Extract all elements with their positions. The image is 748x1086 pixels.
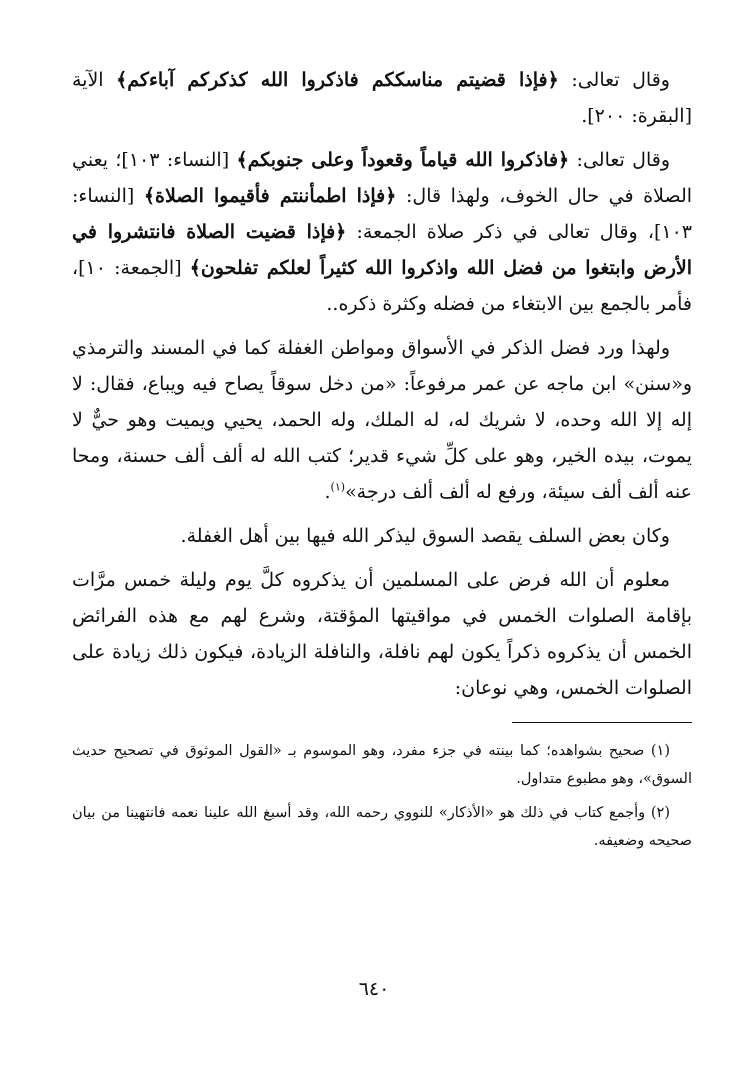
paragraph-2-citation: [الجمعة: ١٠]، فأمر بالجمع بين الابتغاء من فضله وكثرة ذكره.. (72, 257, 692, 315)
paragraph-2-text-2: [النساء: ١٠٣]، وقال تعالى في ذكر صلاة الجمعة: (72, 185, 693, 243)
paragraph-3-text: ولهذا ورد فضل الذكر في الأسواق ومواطن الغفلة كما في المسند والترمذي و«سنن» ابن ماجه عن عمر مرفوعاً: «من دخل سوقاً يصاح فيه ويباع، فقال: لا إله إلا الله وحده، لا شريك له، له الملك، وله الحمد، يحيي ويميت وهو حيٌّ لا يموت، بيده الخير، وهو على كلِّ شيء قدير؛ كتب الله له ألف ألف حسنة، ومحا عنه ألف ألف سيئة، ورفع له ألف ألف درجة» (72, 337, 692, 503)
paragraph-1 (72, 62, 692, 134)
quran-verse-nisa-1: ﴿فاذكروا الله قياماً وقعوداً وعلى جنوبكم﴾ (236, 149, 570, 171)
paragraph-4-text: وكان بعض السلف يقصد السوق ليذكر الله فيها بين أهل الغفلة. (180, 525, 670, 547)
footnote-2: (٢) وأجمع كتاب في ذلك هو «الأذكار» للنووي رحمه الله، وقد أسبغ الله علينا نعمه فانتهينا من بيان صحيحه وضعيفه. (72, 805, 692, 849)
page-number: ٦٤٠ (358, 978, 390, 1000)
quran-verse-jumuah: ﴿فإذا قضيت الصلاة فانتشروا في الأرض وابتغوا من فضل الله واذكروا الله كثيراً لعلكم تفلحون﴾ (72, 221, 692, 279)
paragraph-1-citation: الآية [البقرة: ٢٠٠]. (72, 69, 692, 127)
footnote-divider (512, 722, 692, 723)
footnote-1: (١) صحيح بشواهده؛ كما بينته في جزء مفرد، وهو الموسوم بـ «القول الموثوق في تصحيح حديث السوق»، وهو مطبوع متداول. (72, 743, 692, 787)
page-body (72, 62, 692, 861)
paragraph-2 (72, 142, 692, 322)
paragraph-3-end: . (324, 481, 331, 503)
paragraph-3 (72, 330, 692, 510)
paragraph-2-text-1: [النساء: ١٠٣]؛ يعني الصلاة في حال الخوف، ولهذا قال: (72, 149, 693, 207)
quran-verse-baqarah: ﴿فإذا قضيتم مناسككم فاذكروا الله كذكركم آباءكم﴾ (116, 69, 559, 91)
footnote-ref-1[interactable]: (١) (330, 480, 346, 494)
paragraph-4 (72, 518, 692, 554)
paragraph-1-intro: وقال تعالى: (558, 69, 670, 91)
paragraph-2-intro: وقال تعالى: (569, 149, 671, 171)
paragraph-5-text: معلوم أن الله فرض على المسلمين أن يذكروه كلَّ يوم وليلة خمس مرَّات بإقامة الصلوات الخمس في مواقيتها المؤقتة، وشرع لهم مع هذه الفرائض الخمس أن يذكروه ذكراً يكون لهم نافلة، والنافلة الزيادة، فيكون ذلك زيادة على الصلوات الخمس، وهي نوعان: (72, 569, 692, 699)
quran-verse-nisa-2: ﴿فإذا اطمأننتم فأقيموا الصلاة﴾ (143, 185, 397, 207)
paragraph-5 (72, 562, 692, 706)
